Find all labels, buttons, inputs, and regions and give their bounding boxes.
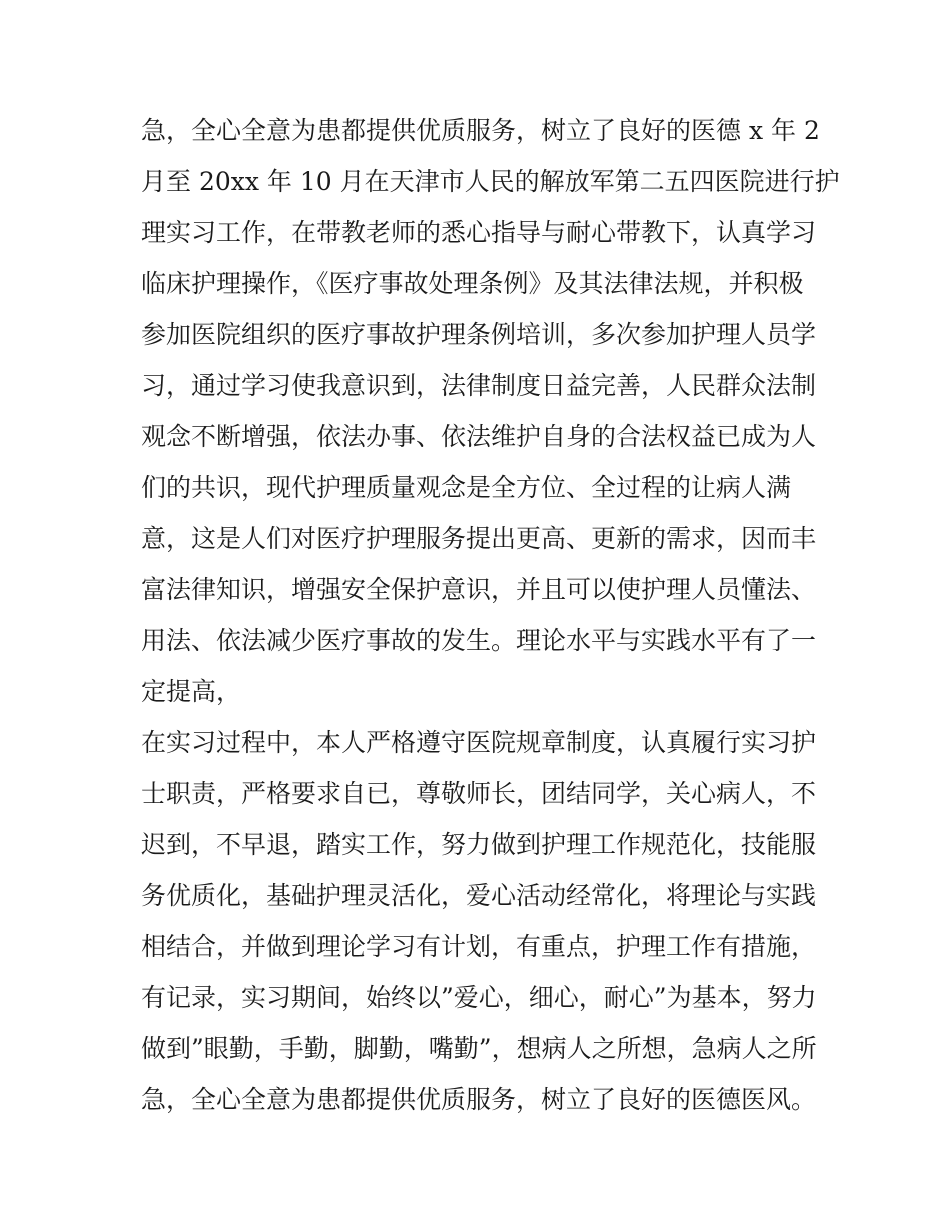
text-line: 习，通过学习使我意识到，法律制度日益完善，人民群众法制: [141, 371, 817, 400]
text-line: 临床护理操作，《医疗事故处理条例》及其法律法规，并积极: [141, 269, 804, 298]
text-line: 有记录，实习期间，始终以”爱心，细心，耐心”为基本，努力: [141, 983, 817, 1012]
text-line: 们的共识，现代护理质量观念是全方位、全过程的让病人满: [141, 473, 792, 502]
text-line: 富法律知识，增强安全保护意识，并且可以使护理人员懂法、: [141, 575, 817, 604]
text-line: 意，这是人们对医疗护理服务提出更高、更新的需求，因而丰: [141, 524, 817, 553]
text-line: 做到”眼勤，手勤，脚勤，嘴勤”，想病人之所想，急病人之所: [141, 1034, 817, 1063]
text-line: 在实习过程中，本人严格遵守医院规章制度，认真履行实习护: [141, 728, 817, 757]
text-line: 相结合，并做到理论学习有计划，有重点，护理工作有措施，: [141, 932, 817, 961]
text-line: 急，全心全意为患都提供优质服务，树立了良好的医德 x 年 2: [141, 116, 820, 145]
text-line: 迟到，不早退，踏实工作，努力做到护理工作规范化，技能服: [141, 830, 817, 859]
body-text: [141, 105, 840, 1125]
text-line: 士职责，严格要求自已，尊敬师长，团结同学，关心病人，不: [141, 779, 817, 808]
text-line: 月至 20xx 年 10 月在天津市人民的解放军第二五四医院进行护: [141, 167, 840, 196]
text-line: 务优质化，基础护理灵活化，爱心活动经常化，将理论与实践: [141, 881, 817, 910]
text-line: 理实习工作，在带教老师的悉心指导与耐心带教下，认真学习: [141, 218, 817, 247]
text-line: 急，全心全意为患都提供优质服务，树立了良好的医德医风。: [141, 1085, 817, 1114]
text-line: 观念不断增强，依法办事、依法维护自身的合法权益已成为人: [141, 422, 817, 451]
text-line: 用法、依法减少医疗事故的发生。理论水平与实践水平有了一: [141, 626, 817, 655]
text-line: 定提高，: [141, 677, 242, 706]
text-line: 参加医院组织的医疗事故护理条例培训，多次参加护理人员学: [141, 320, 817, 349]
